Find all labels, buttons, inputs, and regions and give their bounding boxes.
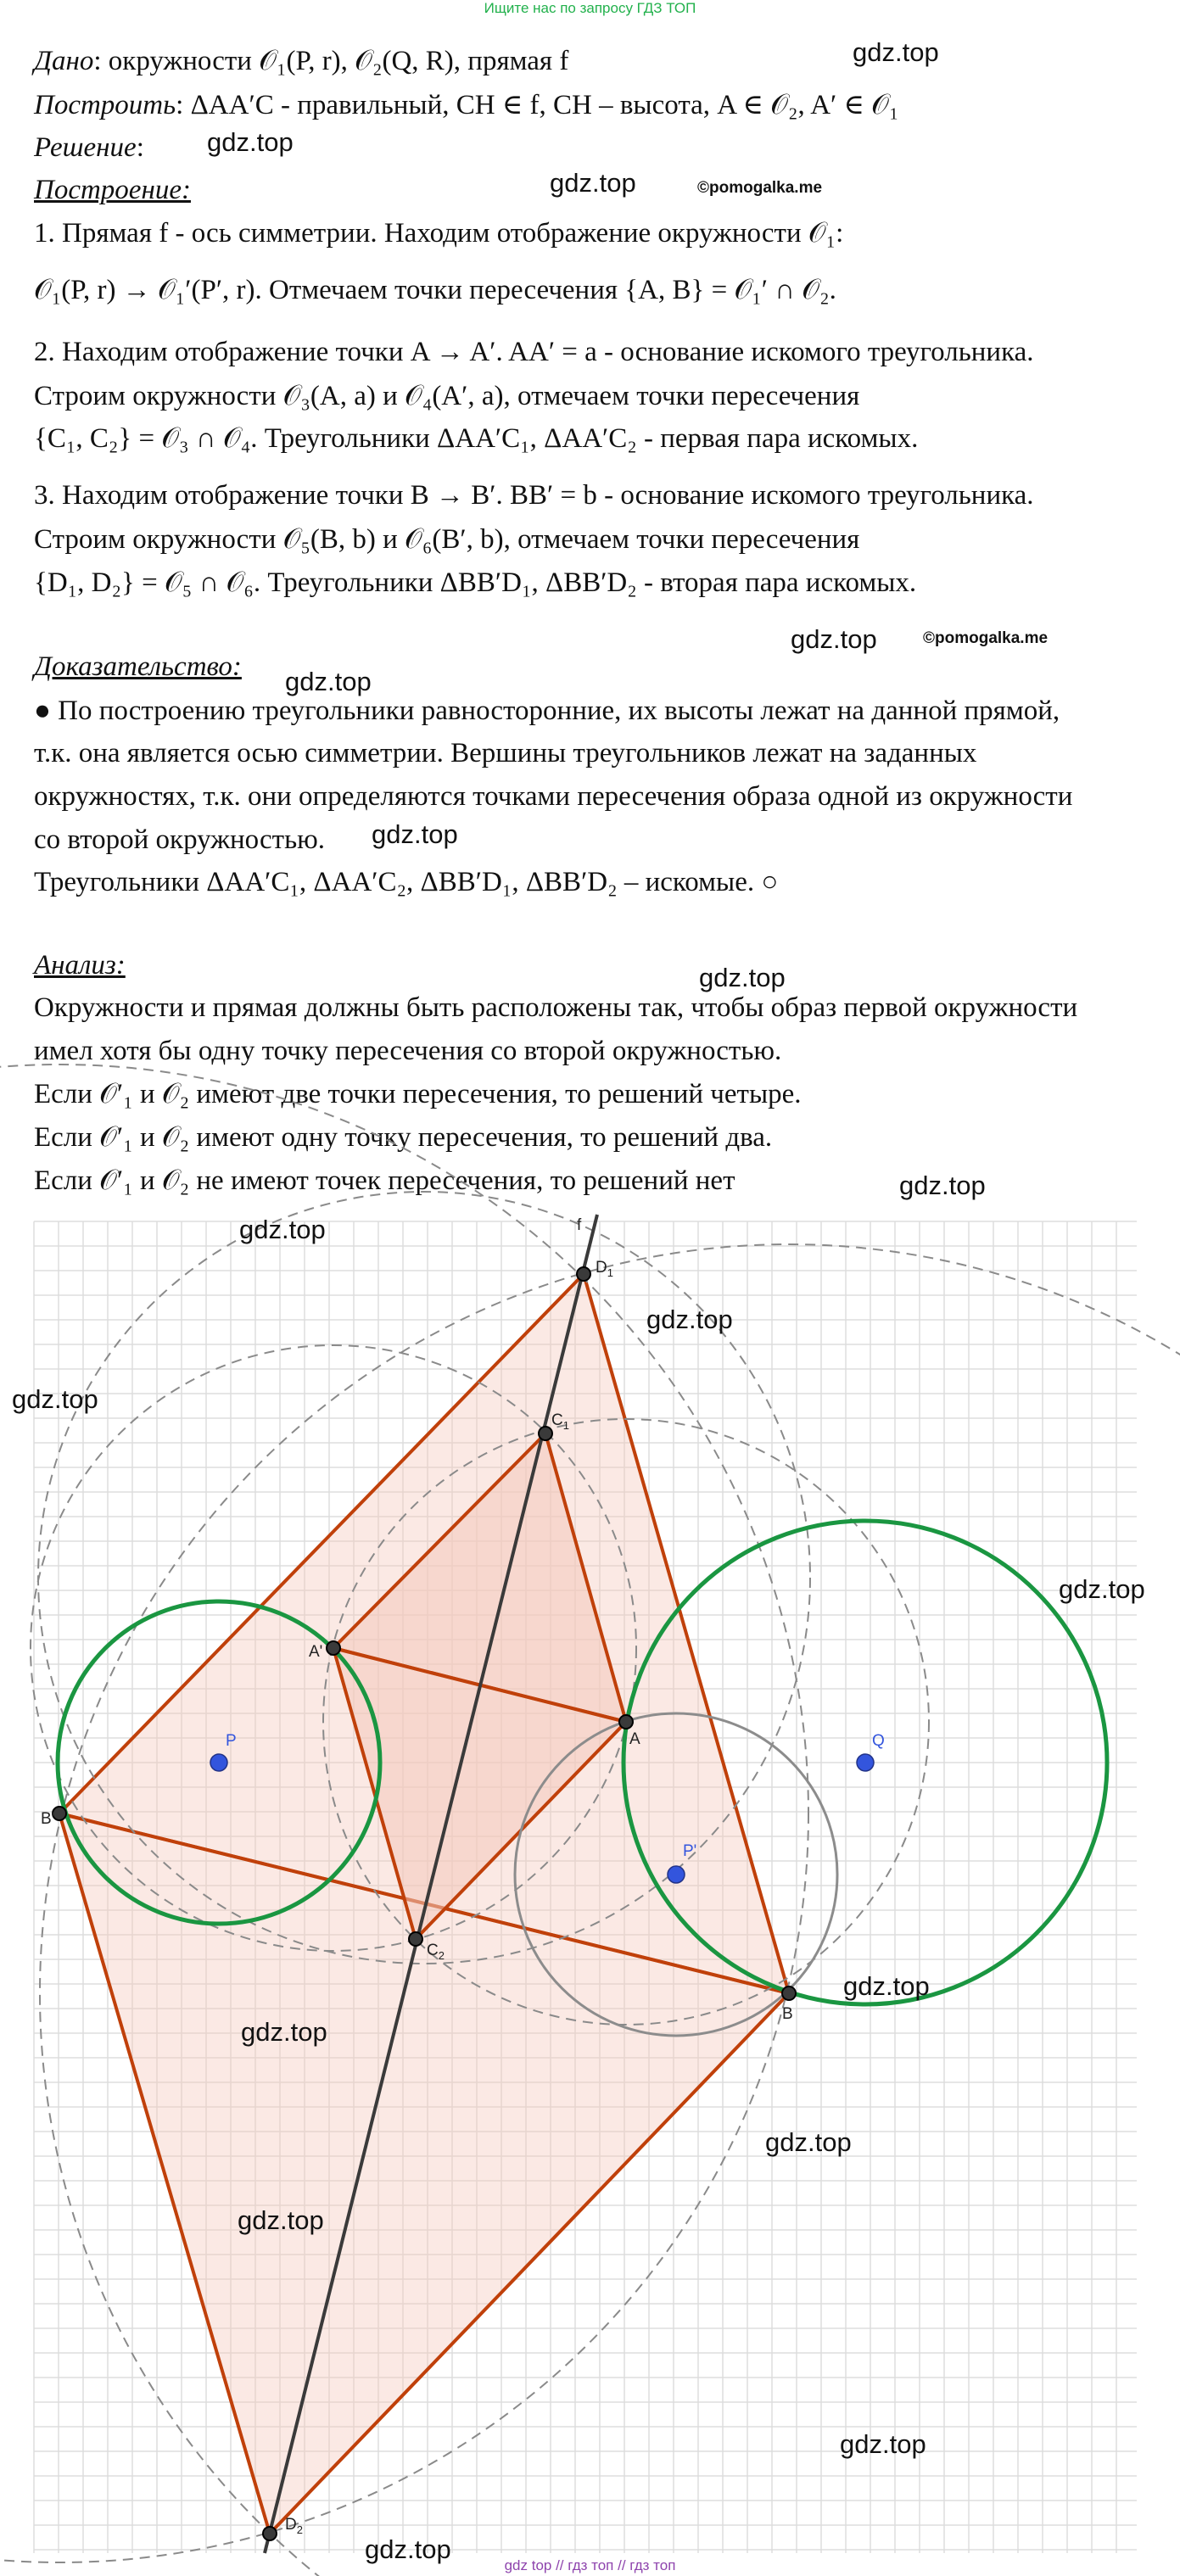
watermark: gdz.top [899, 1171, 986, 1200]
watermark: gdz.top [843, 1971, 930, 2001]
label-b-prime: B' [41, 1810, 55, 1828]
analysis-heading: Анализ: [34, 950, 126, 981]
proof-line-5: Треугольники ΔAA′C₁, ΔAA′C₂, ΔBB′D₁, ΔBB′D₂ – искомые. ○ [34, 867, 779, 897]
watermark: gdz.top [365, 2534, 451, 2564]
point-p-prime [668, 1866, 685, 1883]
given-label: Дано [34, 46, 94, 76]
point-d1 [577, 1267, 590, 1281]
label-c1: $C_1$ [551, 1411, 569, 1432]
step3-line-a: 3. Находим отображение точки B → B′. BB′ = b - основание искомого треугольника. [34, 480, 1034, 511]
label-q: Q [872, 1732, 885, 1750]
step1-line-b: 𝒪₁(P, r) → 𝒪₁′(P′, r). Отмечаем точки пересечения {A, B} = 𝒪₁′ ∩ 𝒪₂. [34, 275, 836, 305]
analysis-line-3: Если 𝒪′₁ и 𝒪₂ имеют две точки пересечения, то решений четыре. [34, 1079, 802, 1109]
step2-line-b: Строим окружности 𝒪₃(A, a) и 𝒪₄(A′, a), отмечаем точки пересечения [34, 381, 860, 411]
top-banner: Ищите нас по запросу ГДЗ ТОП [484, 0, 696, 16]
label-d2: $D_2$ [285, 2516, 303, 2536]
label-a: A [629, 1730, 640, 1748]
watermark: gdz.top [241, 2017, 327, 2047]
construction-heading: Построение: [34, 175, 191, 205]
watermark: gdz.top [550, 168, 636, 198]
solution-label: Решение [34, 132, 137, 163]
analysis-line-5: Если 𝒪′₁ и 𝒪₂ не имеют точек пересечения, то решений нет [34, 1165, 735, 1196]
watermark: gdz.top [791, 624, 877, 654]
label-p-prime: P' [683, 1842, 697, 1860]
watermark: gdz.top [699, 963, 786, 992]
step2-line-a: 2. Находим отображение точки A → A′. AA′ = a - основание искомого треугольника. [34, 337, 1034, 367]
analysis-line-1: Окружности и прямая должны быть расположены так, чтобы образ первой окружности [34, 992, 1078, 1023]
build-text: : ΔAA′C - правильный, CH ∈ f, CH – высота, A ∈ 𝒪₂, A′ ∈ 𝒪₁ [176, 90, 899, 120]
label-b: B [782, 2005, 793, 2023]
watermark: gdz.top [765, 2127, 852, 2157]
proof-heading: Доказательство: [34, 651, 242, 682]
point-q [857, 1754, 874, 1771]
analysis-line-2: имел хотя бы одну точку пересечения со второй окружностью. [34, 1036, 782, 1066]
watermark-pomogalka: ©pomogalka.me [697, 179, 823, 197]
point-a [619, 1715, 633, 1729]
proof-line-1: ● По построению треугольники равносторонние, их высоты лежат на данной прямой, [34, 696, 1060, 726]
proof-line-4: со второй окружностью. [34, 824, 326, 855]
watermark: gdz.top [646, 1305, 733, 1334]
point-c2 [409, 1932, 422, 1946]
label-p: P [226, 1732, 237, 1750]
watermark: gdz.top [207, 127, 294, 157]
watermark: gdz.top [285, 667, 372, 696]
given-text: : окружности 𝒪₁(P, r), 𝒪₂(Q, R), прямая f [93, 46, 569, 76]
point-b [782, 1986, 796, 2000]
analysis-line-4: Если 𝒪′₁ и 𝒪₂ имеют одну точку пересечения, то решений два. [34, 1122, 773, 1153]
watermark: gdz.top [239, 1215, 326, 1244]
axis-label-f: f [577, 1216, 582, 1234]
point-c1 [539, 1427, 552, 1440]
proof-line-2: т.к. она является осью симметрии. Вершины треугольников лежат на заданных [34, 738, 977, 768]
step1-line-a: 1. Прямая f - ось симметрии. Находим отображение окружности 𝒪₁: [34, 218, 844, 249]
point-d2 [263, 2527, 277, 2540]
label-c2: $C_2$ [427, 1942, 445, 1962]
step3-line-b: Строим окружности 𝒪₅(B, b) и 𝒪₆(B′, b), отмечаем точки пересечения [34, 524, 860, 555]
watermark: gdz.top [12, 1384, 98, 1414]
watermark: gdz.top [238, 2205, 324, 2235]
watermark-pomogalka: ©pomogalka.me [923, 629, 1049, 647]
proof-line-3: окружностях, т.к. они определяются точками пересечения образа одной из окружности [34, 781, 1073, 812]
watermark: gdz.top [372, 819, 458, 849]
step3-line-c: {D₁, D₂} = 𝒪₅ ∩ 𝒪₆. Треугольники ΔBB′D₁, ΔBB′D₂ - вторая пара искомых. [34, 567, 917, 598]
watermark: gdz.top [1059, 1574, 1145, 1604]
point-a-prime [327, 1641, 340, 1655]
watermark: gdz.top [853, 37, 939, 67]
step2-line-c: {C₁, C₂} = 𝒪₃ ∩ 𝒪₄. Треугольники ΔAA′C₁, ΔAA′C₂ - первая пара искомых. [34, 423, 919, 454]
build-label: Построить [34, 90, 176, 120]
label-d1: $D_1$ [596, 1259, 613, 1279]
watermark: gdz.top [840, 2429, 926, 2459]
solution-colon: : [136, 132, 144, 163]
point-b-prime [53, 1807, 66, 1820]
label-a-prime: A' [309, 1643, 323, 1661]
point-p [210, 1754, 227, 1771]
bottom-banner: gdz top // гдз топ // гдз топ [504, 2557, 676, 2573]
